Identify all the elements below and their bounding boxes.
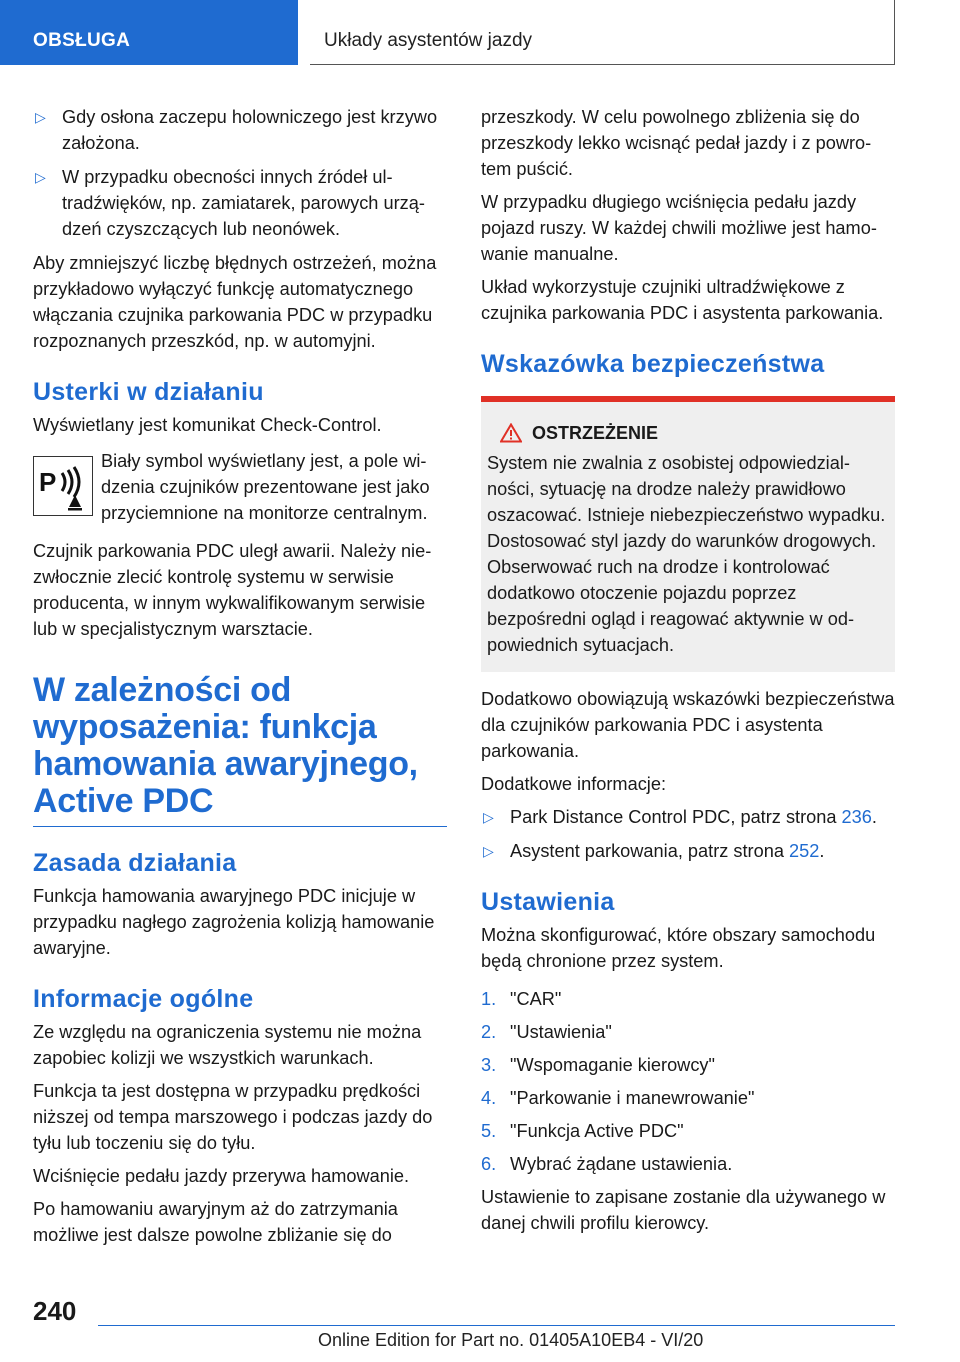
pdc-sensor-icon (33, 456, 93, 516)
paragraph: W przypadku długiego wciśnięcia pedału jazdy pojazd ruszy. W każdej chwili możliwe jest hamowanie manualne. (481, 192, 877, 264)
footer-edition: Online Edition for Part no. 01405A10EB4 - VI/20 (318, 1330, 704, 1350)
paragraph: Wyświetlany jest komunikat Check-Control. (33, 415, 382, 435)
paragraph: Ze względu na ograniczenia systemu nie można zapobiec kolizji we wszystkich warunkach. (33, 1022, 422, 1068)
page-number: 240 (33, 1296, 77, 1326)
section-tab (0, 0, 298, 65)
chapter-header (310, 0, 895, 65)
paragraph: Funkcja hamowania awaryjnego PDC inicjuje w przypadku nagłego zagrożenia kolizją hamowanie awaryjne. (33, 886, 435, 958)
section-label: OBSŁUGA (33, 30, 131, 51)
triangle-bullet-icon: ▷ (35, 169, 46, 185)
paragraph: Układ wykorzystuje czujniki ultradźwiękowe z czujnika parkowania PDC i asystenta parkowania. (481, 277, 884, 323)
paragraph: Ustawienie to zapisane zostanie dla używanego w danej chwili profilu kierowcy. (481, 1187, 886, 1233)
chapter-title: Układy asystentów jazdy (324, 30, 533, 51)
heading-informacje: Informacje ogólne (33, 985, 254, 1013)
heading-ustawienia: Ustawienia (481, 888, 615, 916)
triangle-bullet-icon: ▷ (35, 109, 46, 125)
list-item: 3. "Wspomaganie kierowcy" (481, 1055, 715, 1075)
paragraph: Aby zmniejszyć liczbę błędnych ostrzeżeń, można przykładowo wyłączyć funkcję automatycznego włączania czujnika parkowania PDC w przypadku rozpoznanych przeszkód, np. w automyjni. (33, 253, 437, 351)
heading-safety: Wskazówka bezpieczeństwa (481, 350, 825, 378)
paragraph: Funkcja ta jest dostępna w przypadku prędkości niższej od tempa marszowego i podczas jazdy do tyłu lub toczeniu się do tyłu. (33, 1081, 433, 1153)
section-heading: W zależności od wyposażenia: funkcja hamowania awaryjnego, Active PDC (33, 671, 418, 820)
page-link-252[interactable]: 252 (789, 841, 820, 861)
heading-zasada: Zasada działania (33, 849, 237, 877)
left-column (33, 104, 447, 1255)
heading-divider (33, 826, 447, 827)
list-item: 1. "CAR" (481, 989, 562, 1009)
warning-header (487, 420, 889, 446)
check-control-text: Biały symbol wyświetlany jest, a pole widzenia czujników prezentowane jest jako przyciemnione na monitorze centralnym. (101, 451, 430, 523)
list-item: 4. "Parkowanie i manewrowanie" (481, 1088, 755, 1108)
paragraph: Można skonfigurować, które obszary samochodu będą chronione przez system. (481, 925, 876, 971)
list-item: ▷ W przypadku obecności innych źródeł ultradźwięków, np. zamiatarek, parowych urządzeń czyszczących lub neonówek. (33, 164, 447, 242)
list-item: 2. "Ustawienia" (481, 1022, 612, 1042)
paragraph: przeszkody. W celu powolnego zbliżenia się do przeszkody lekko wcisnąć pedał jazdy i z powrotem puścić. (481, 107, 872, 179)
list-item: ▷ Gdy osłona zaczepu holowniczego jest krzywo założona. (33, 104, 447, 156)
warning-box (481, 402, 895, 672)
list-item: 5. "Funkcja Active PDC" (481, 1121, 684, 1141)
triangle-bullet-icon: ▷ (483, 843, 494, 859)
right-column (481, 104, 895, 1243)
warning-text: System nie zwalnia z osobistej odpowiedzialności, sytuację na drodze należy prawidłowo oszacować. Istnieje niebezpieczeństwo wypadku. Dostosować styl jazdy do warunków drogowych. Obserwować ruch na drodze i kontrolować dodatkowo otoczenie pojazdu poprzez bezpośredni ogląd i reagować aktywnie w odpowiednich sytuacjach. (487, 453, 886, 655)
check-control-block (33, 448, 447, 526)
page-link-236[interactable]: 236 (841, 807, 872, 827)
paragraph: Czujnik parkowania PDC uległ awarii. Należy niezwłocznie zlecić kontrolę systemu w serwisie producenta, w innym wykwalifikowanym serwisie lub w specjalistycznym warsztacie. (33, 541, 432, 639)
svg-text:P: P (39, 467, 57, 497)
list-item: ▷ Asystent parkowania, patrz strona 252. (481, 838, 895, 864)
paragraph: Po hamowaniu awaryjnym aż do zatrzymania możliwe jest dalsze powolne zbliżanie się do (33, 1199, 398, 1245)
list-item: ▷ Park Distance Control PDC, patrz strona 236. (481, 804, 895, 830)
triangle-bullet-icon: ▷ (483, 809, 494, 825)
list-item: 6. Wybrać żądane ustawienia. (481, 1154, 733, 1174)
paragraph: Wciśnięcie pedału jazdy przerywa hamowanie. (33, 1166, 410, 1186)
paragraph: Dodatkowo obowiązują wskazówki bezpieczeństwa dla czujników parkowania PDC i asystenta parkowania. (481, 689, 895, 761)
warning-triangle-icon (500, 423, 522, 443)
footer-divider (98, 1325, 895, 1326)
warning-title: OSTRZEŻENIE (532, 423, 659, 443)
paragraph: Dodatkowe informacje: (481, 774, 666, 794)
heading-usterki: Usterki w działaniu (33, 378, 264, 406)
